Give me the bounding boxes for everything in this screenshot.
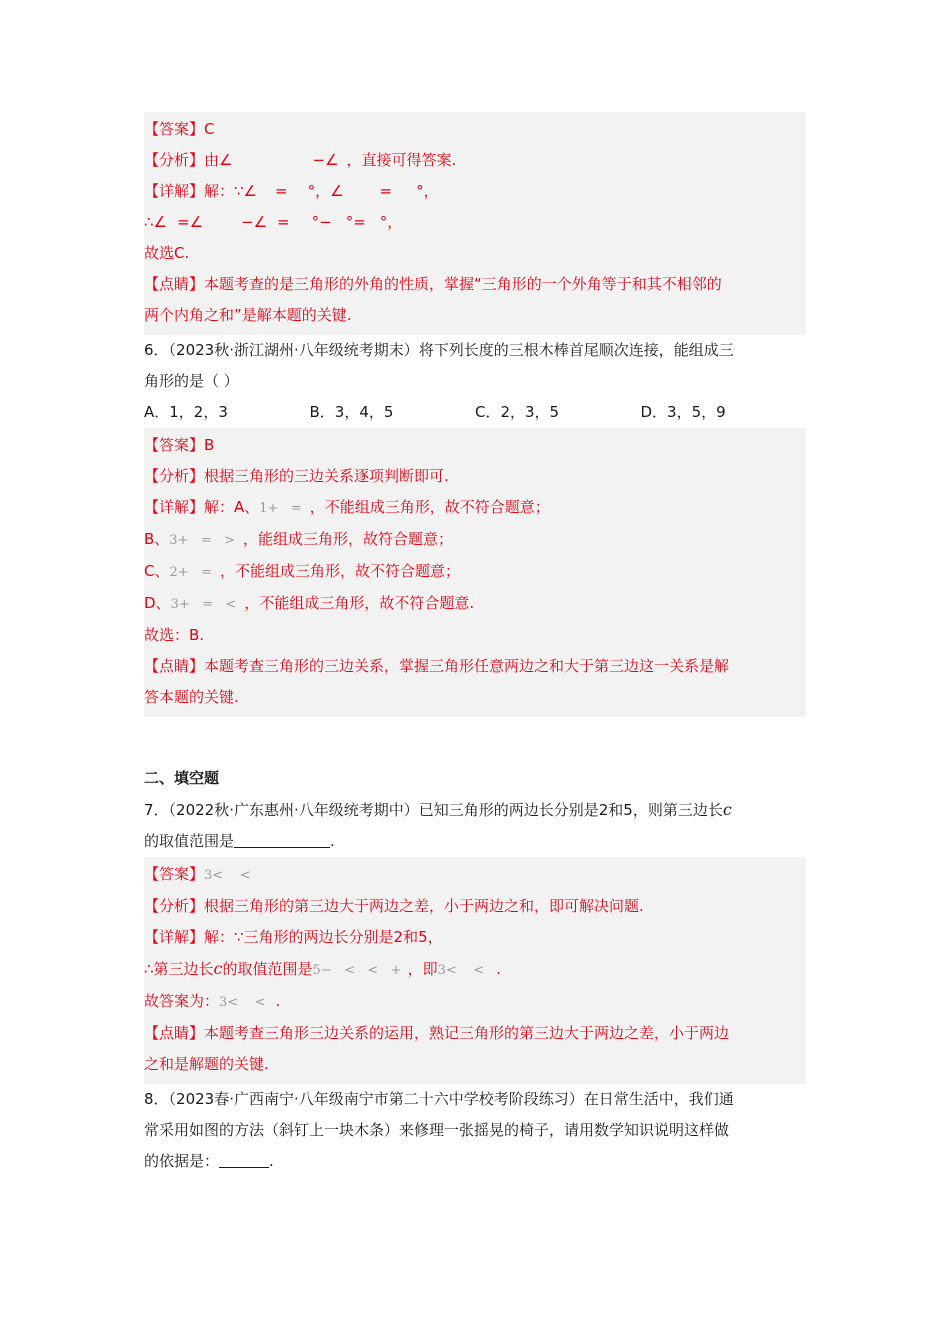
q6-option-c: C．2，3，5: [475, 403, 560, 421]
q5-choose: 故选C.: [144, 244, 190, 262]
q6-answer: 【答案】B: [144, 436, 215, 454]
q7-analysis: 【分析】根据三角形的第三边大于两边之差，小于两边之和，即可解决问题.: [144, 897, 644, 915]
q6-analysis: 【分析】根据三角形的三边关系逐项判断即可.: [144, 467, 449, 485]
q6-detail-d: D、3+ = < ，不能组成三角形，故不符合题意.: [144, 594, 475, 612]
q6-comment-1: 【点睛】本题考查三角形的三边关系，掌握三角形任意两边之和大于第三边这一关系是解: [144, 657, 730, 675]
q7-answer-blank[interactable]: [234, 829, 330, 848]
document-page: [144, 112, 806, 1177]
q7-answer: 【答案】3< <: [144, 865, 251, 883]
q6-options: [144, 397, 806, 428]
q7-comment-2: 之和是解题的关键.: [144, 1055, 269, 1073]
q6-option-a: A．1，2，3: [144, 403, 228, 421]
q5-answer-block: [144, 112, 806, 335]
q7-detail-1: 【详解】解：∵三角形的两边长分别是2和5，: [144, 928, 443, 946]
q6-answer-block: [144, 428, 806, 717]
q8-stem-3: 的依据是： .: [144, 1146, 806, 1177]
q7-final: 故答案为：3< < .: [144, 992, 281, 1010]
q5-comment-1: 【点睛】本题考查的是三角形的外角的性质，掌握“三角形的一个外角等于和其不相邻的: [144, 275, 722, 293]
section-title: 二、填空题: [144, 769, 220, 787]
q8-stem-2: 常采用如图的方法（斜钉上一块木条）来修理一张摇晃的椅子，请用数学知识说明这样做: [144, 1121, 730, 1139]
q6-stem-2: 角形的是（ ）: [144, 372, 239, 390]
q6-option-b: B．3，4，5: [309, 403, 394, 421]
q5-detail: 【详解】解：∵∠ = °，∠ = °，: [144, 182, 439, 200]
q6-choose: 故选：B.: [144, 626, 205, 644]
q6-option-d: D．3，5，9: [640, 403, 726, 421]
q8-answer-blank[interactable]: [219, 1149, 269, 1168]
q5-comment-2: 两个内角之和”是解本题的关键.: [144, 306, 352, 324]
q7-detail-2: ∴第三边长c的取值范围是5− < < + ，即3< < .: [144, 959, 501, 978]
q7-stem-1: 7．（2022秋·广东惠州·八年级统考期中）已知三角形的两边长分别是2和5，则第三边长c: [144, 800, 732, 819]
q7-comment-1: 【点睛】本题考查三角形三边关系的运用，熟记三角形的第三边大于两边之差，小于两边: [144, 1024, 730, 1042]
q7-stem-2: 的取值范围是 .: [144, 826, 806, 857]
q7-answer-block: [144, 857, 806, 1084]
q8-stem-1: 8．（2023春·广西南宁·八年级南宁市第二十六中学校考阶段练习）在日常生活中，我们通: [144, 1090, 734, 1108]
q6-detail-c: C、2+ = ，不能组成三角形，故不符合题意；: [144, 562, 460, 580]
q6-stem-1: 6．（2023秋·浙江湖州·八年级统考期末）将下列长度的三根木棒首尾顺次连接，能组成三: [144, 341, 734, 359]
q6-detail-a: 【详解】解：A、1+ = ，不能组成三角形，故不符合题意；: [144, 498, 550, 516]
q5-therefore: ∴∠ =∠ −∠ = °− °= °，: [144, 213, 403, 231]
q6-comment-2: 答本题的关键.: [144, 688, 239, 706]
q5-analysis: 【分析】由∠ −∠ ，直接可得答案.: [144, 151, 457, 169]
q5-answer: 【答案】C: [144, 120, 215, 138]
q6-detail-b: B、3+ = > ，能组成三角形，故符合题意；: [144, 530, 454, 548]
